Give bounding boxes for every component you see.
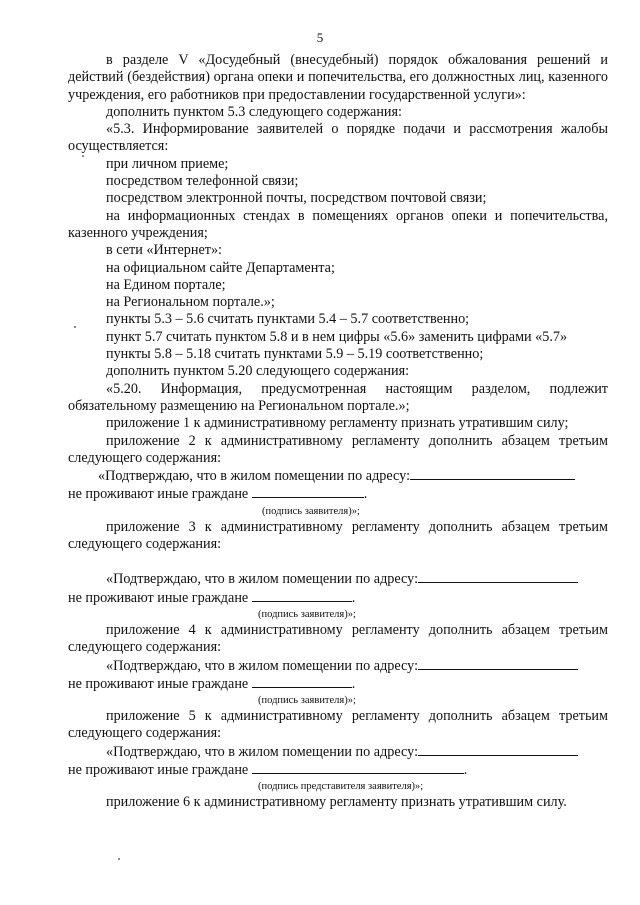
- paragraph: пункты 5.8 – 5.18 считать пунктами 5.9 – 5.19 соответственно;: [106, 346, 484, 363]
- paragraph: приложение 5 к административному регламенту дополнить абзацем третьим следующего содержания:: [68, 708, 608, 742]
- paragraph: «5.3. Информирование заявителей о порядке подачи и рассмотрения жалобы осуществляется:: [68, 121, 608, 155]
- address-line: [418, 743, 578, 756]
- list-item: посредством электронной почты, посредством почтовой связи;: [106, 190, 487, 207]
- address-line: [410, 467, 575, 480]
- paragraph: в разделе V «Досудебный (внесудебный) порядок обжалования решений и действий (бездействия) органа опеки и попечительства, его должностных лиц, казенного учреждения, его работников при предоставлении государственной услуги»:: [68, 52, 608, 103]
- signature-line: [252, 485, 364, 498]
- confirm-text: «Подтверждаю, что в жилом помещении по адресу:: [106, 743, 419, 760]
- signature-caption: (подпись заявителя)»;: [258, 608, 356, 620]
- address-line: [418, 657, 578, 670]
- paragraph: пункт 5.7 считать пунктом 5.8 и в нем цифры «5.6» заменить цифрами «5.7»: [106, 328, 568, 345]
- list-item: на Региональном портале.»;: [106, 294, 275, 311]
- signature-caption: (подпись заявителя)»;: [258, 695, 356, 707]
- signature-line: [252, 675, 352, 688]
- signature-caption: (подпись представителя заявителя)»;: [258, 781, 424, 793]
- signature-line: [252, 589, 352, 602]
- signature-line: [252, 761, 464, 774]
- residents-text: не проживают иные граждане: [68, 486, 249, 503]
- address-line: [418, 570, 578, 583]
- paragraph: дополнить пунктом 5.20 следующего содержания:: [106, 363, 410, 380]
- signature-caption: (подпись заявителя)»;: [262, 505, 360, 517]
- page-number: 5: [316, 30, 324, 45]
- residents-text: не проживают иные граждане: [68, 761, 249, 778]
- list-item: на информационных стендах в помещениях органов опеки и попечительства, казенного учреждения;: [68, 207, 608, 241]
- residents-text: не проживают иные граждане: [68, 589, 249, 606]
- list-item: на официальном сайте Департамента;: [106, 259, 335, 276]
- confirmation-form: «Подтверждаю, что в жилом помещении по адресу: не проживают иные граждане . (подпись заявителя)»;: [68, 657, 608, 709]
- paragraph: приложение 3 к административному регламенту дополнить абзацем третьим следующего содержания:: [68, 518, 608, 553]
- paragraph: приложение 2 к административному регламенту дополнить абзацем третьим следующего содержания:: [68, 432, 608, 466]
- confirm-text: «Подтверждаю, что в жилом помещении по адресу:: [106, 571, 419, 588]
- paragraph: «5.20. Информация, предусмотренная настоящим разделом, подлежит обязательному размещению на Региональном портале.»;: [68, 380, 608, 414]
- confirm-text: «Подтверждаю, что в жилом помещении по адресу:: [98, 468, 411, 485]
- list-item: при личном приеме;: [106, 155, 229, 172]
- paragraph: пункты 5.3 – 5.6 считать пунктами 5.4 – 5.7 соответственно;: [106, 311, 470, 328]
- confirmation-form: «Подтверждаю, что в жилом помещении по адресу: не проживают иные граждане . (подпись представителя заявителя)»;: [68, 743, 608, 795]
- list-item: на Едином портале;: [106, 276, 226, 293]
- residents-text: не проживают иные граждане: [68, 675, 249, 692]
- list-item: посредством телефонной связи;: [106, 173, 299, 190]
- confirmation-form: «Подтверждаю, что в жилом помещении по адресу: не проживают иные граждане . (подпись заявителя)»;: [68, 467, 608, 519]
- scan-speck: [118, 858, 120, 860]
- paragraph: приложение 1 к административному регламенту признать утратившим силу;: [106, 415, 569, 432]
- confirm-text: «Подтверждаю, что в жилом помещении по адресу:: [106, 657, 419, 674]
- paragraph: приложение 6 к административному регламенту признать утратившим силу.: [106, 794, 567, 811]
- confirmation-form: «Подтверждаю, что в жилом помещении по адресу: не проживают иные граждане . (подпись заявителя)»;: [68, 570, 608, 622]
- paragraph: приложение 4 к административному регламенту дополнить абзацем третьим следующего содержания:: [68, 621, 608, 656]
- paragraph: дополнить пунктом 5.3 следующего содержания:: [106, 103, 402, 120]
- document-body: [68, 52, 608, 812]
- list-item: в сети «Интернет»:: [106, 242, 223, 259]
